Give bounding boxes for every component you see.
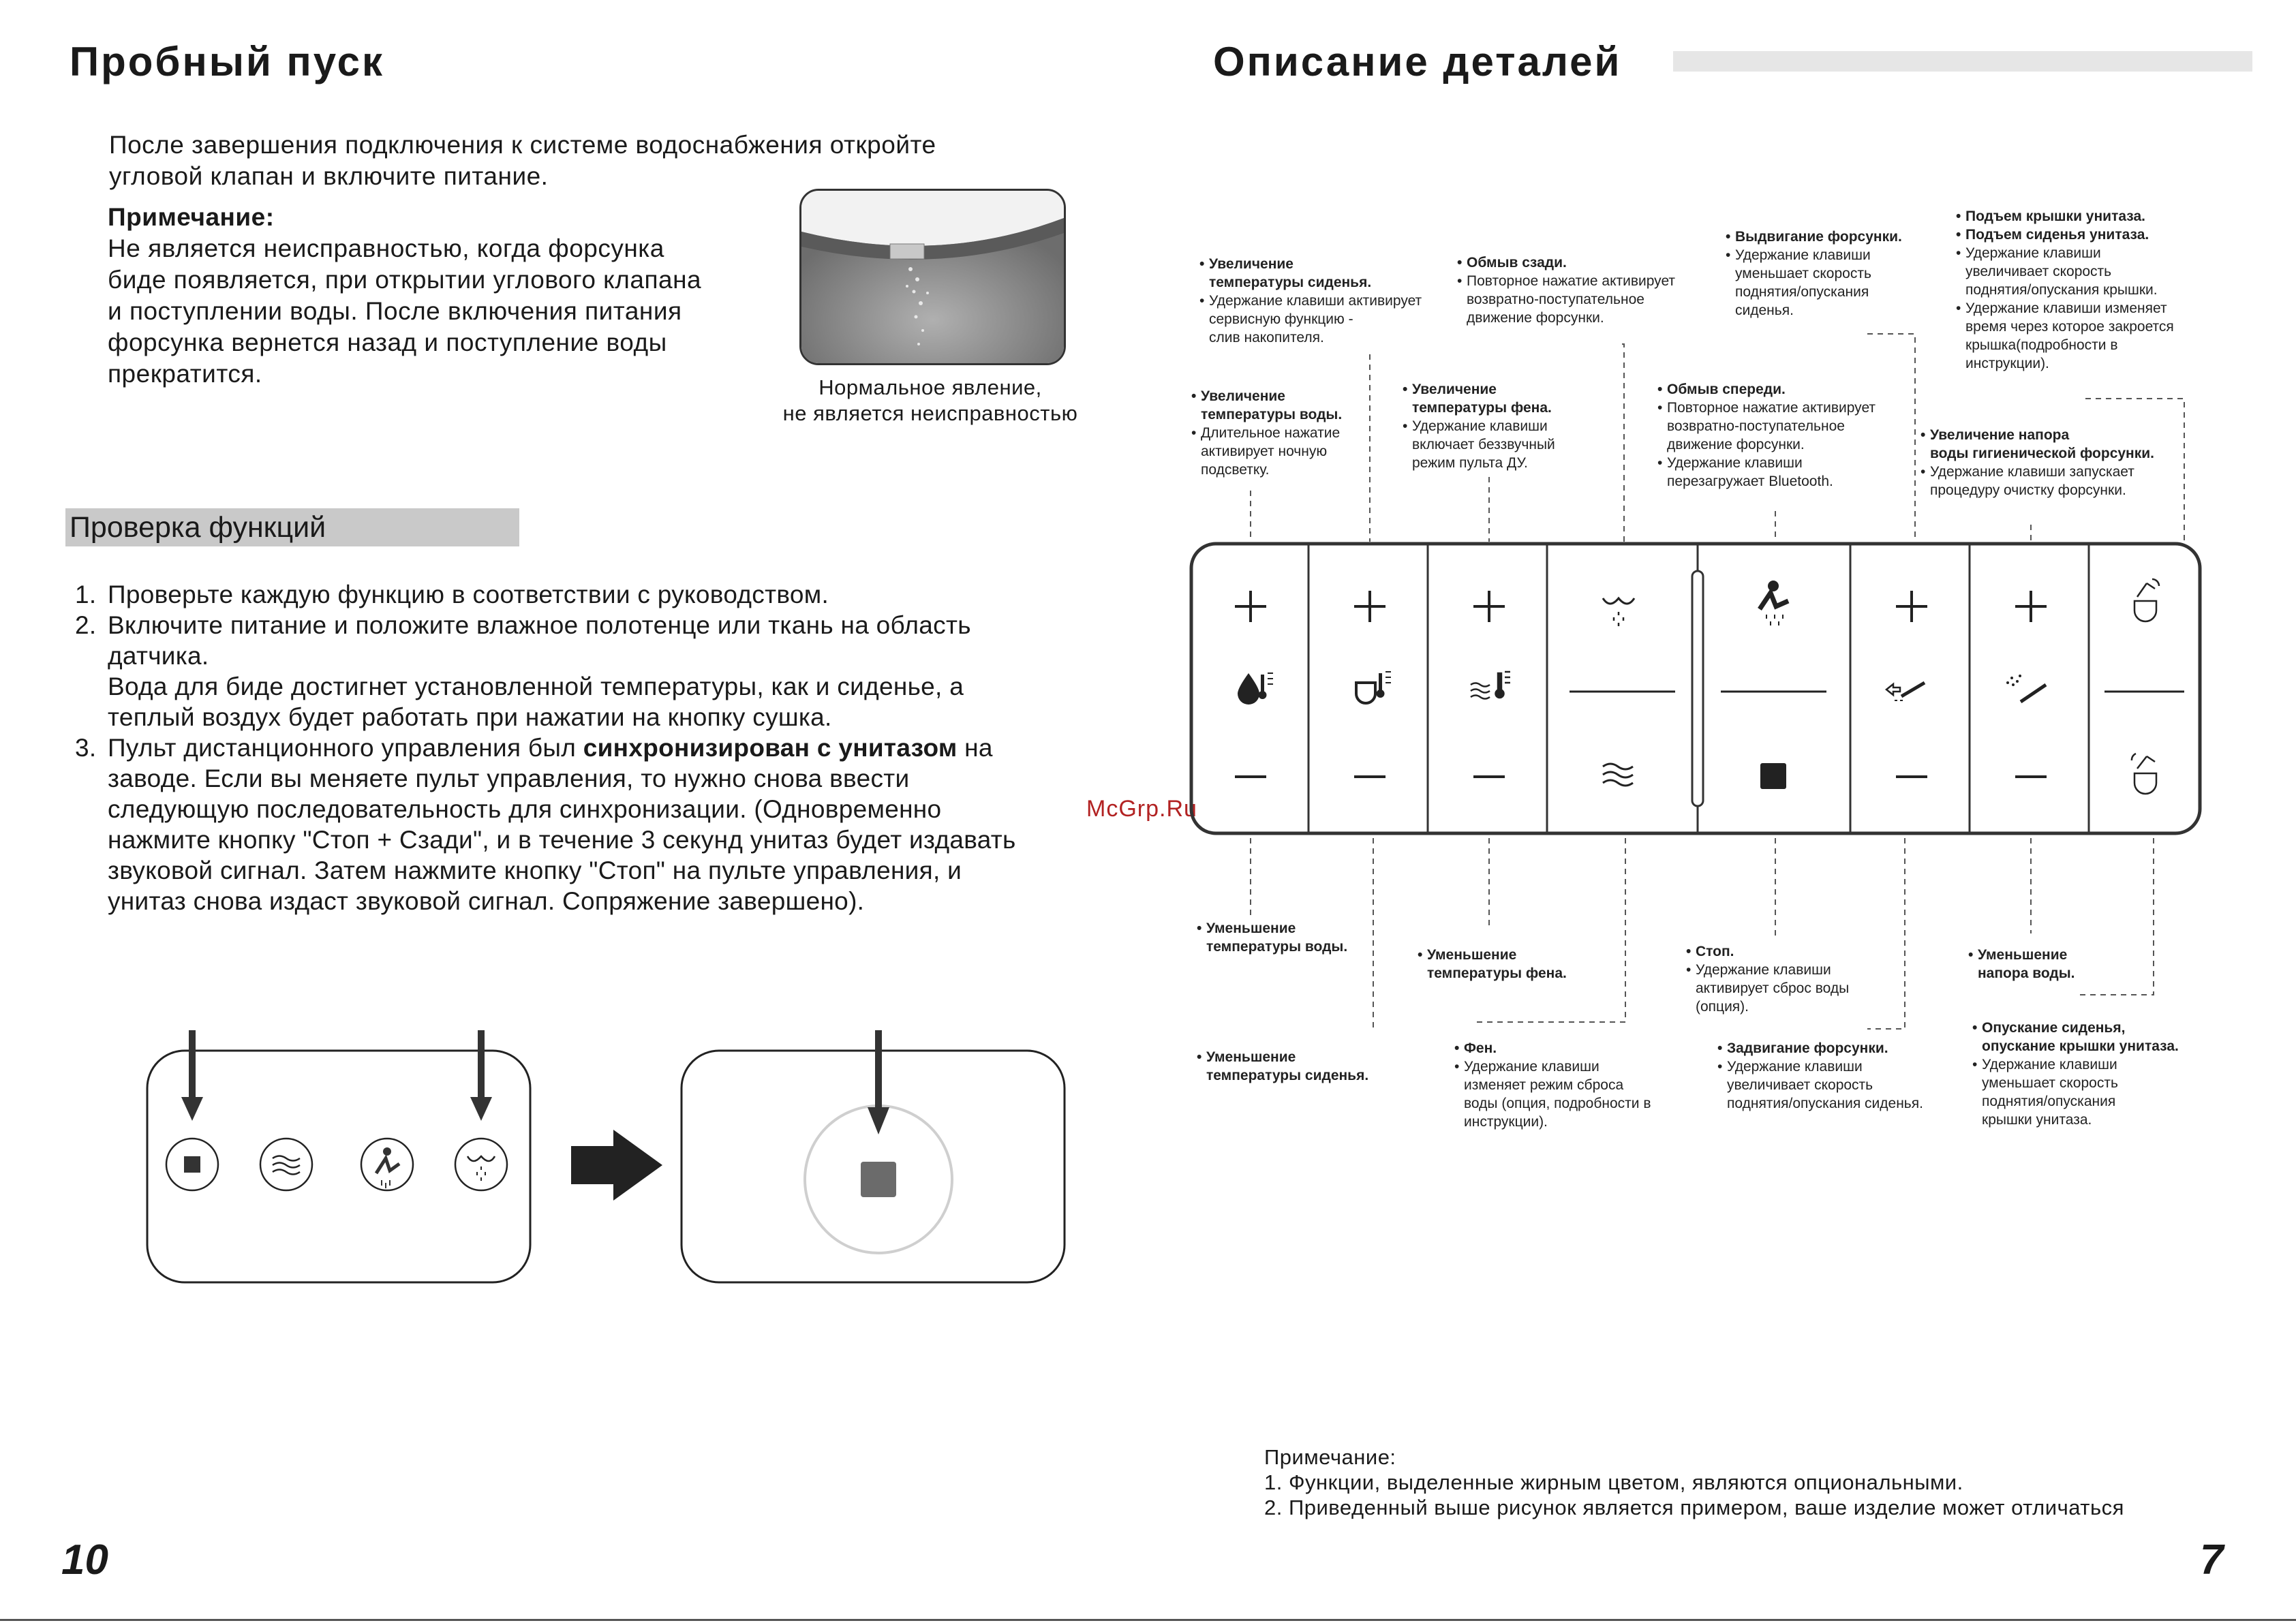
ann-title: воды гигиенической форсунки. (1930, 446, 2154, 461)
ann-text: • Повторное нажатие активирует (1657, 399, 1876, 417)
ann-title: • Увеличение (1199, 255, 1422, 273)
ann-title: • Уменьшение (1968, 946, 2075, 964)
annotation-rear-wash (1457, 253, 1675, 327)
ann-text: процедуру очистку форсунки. (1930, 482, 2126, 498)
ann-title: • Увеличение (1403, 380, 1555, 399)
sync-diagram (136, 1022, 1077, 1295)
step-line: заводе. Если вы меняете пульт управления, то нужно снова ввести (108, 764, 910, 792)
ann-text: сиденья. (1735, 303, 1794, 318)
annotation-nozzle-in (1717, 1039, 1923, 1113)
step-1 (75, 579, 1138, 610)
ann-text: инструкции). (1464, 1114, 1548, 1130)
remote-panel-2 (682, 1030, 1065, 1282)
section-title: Проверка функций (65, 508, 519, 546)
ann-text: поднятия/опускания (1982, 1094, 2116, 1109)
ann-title: температуры сиденья. (1209, 275, 1372, 290)
annotation-dryer (1454, 1039, 1651, 1131)
ann-text: движение форсунки. (1467, 310, 1604, 326)
page-number-left: 10 (61, 1536, 108, 1583)
ann-text: сервисную функцию - (1209, 311, 1353, 327)
step-line: Вода для биде достигнет установленной температуры, как и сиденье, а (108, 673, 964, 700)
ann-title: температуры воды. (1206, 939, 1348, 955)
note-line: прекратится. (108, 360, 262, 388)
ann-title: напора воды. (1978, 965, 2075, 981)
step-line: датчика. (108, 642, 209, 670)
ann-title: • Подъем сиденья унитаза. (1956, 226, 2174, 244)
step-text-bold: синхронизирован с унитазом (583, 734, 958, 762)
ann-title: • Выдвигание форсунки. (1726, 228, 1902, 246)
ann-text: поднятия/опускания крышки. (1965, 282, 2158, 298)
ann-title: температуры фена. (1427, 965, 1567, 981)
annotation-dryer-temp-up (1403, 380, 1555, 472)
ann-text: поднятия/опускания сиденья. (1727, 1096, 1923, 1111)
ann-text: поднятия/опускания (1735, 284, 1869, 300)
ann-text: увеличивает скорость (1727, 1077, 1873, 1093)
annotation-water-temp-up (1191, 387, 1342, 479)
footnote-line: 2. Приведенный выше рисунок является примером, ваше изделие может отличаться (1264, 1496, 2124, 1519)
ann-text: режим пульта ДУ. (1412, 455, 1528, 471)
nozzle-photo-image (801, 191, 1064, 363)
ann-text: крышка(подробности в (1965, 337, 2118, 353)
ann-text: движение форсунки. (1667, 437, 1805, 452)
note-line: биде появляется, при открытии углового клапана (108, 266, 702, 294)
step-line: унитаз снова издаст звуковой сигнал. Сопряжение завершено). (108, 887, 865, 915)
ann-text: инструкции). (1965, 356, 2049, 371)
bottom-rule (0, 1619, 2296, 1621)
annotation-pressure-up (1920, 426, 2154, 499)
ann-text: • Удержание клавиши (1726, 246, 1902, 264)
annotation-seat-temp-down (1197, 1048, 1368, 1085)
ann-title: • Увеличение напора (1920, 426, 2154, 444)
ann-title: • Обмыв сзади. (1457, 253, 1675, 272)
page-title-left: Пробный пуск (70, 39, 385, 84)
ann-text: • Удержание клавиши (1686, 961, 1849, 979)
annotation-nozzle-out (1726, 228, 1902, 320)
step-number: 1. (75, 581, 97, 608)
watermark: McGrp.Ru (1086, 796, 1197, 822)
ann-text: слив накопителя. (1209, 330, 1324, 345)
ann-text: уменьшает скорость (1735, 266, 1871, 281)
ann-text: время через которое закроется (1965, 319, 2174, 335)
step-line: Проверьте каждую функцию в соответствии с руководством. (108, 581, 829, 608)
step-line: нажмите кнопку "Стоп + Сзади", и в течение 3 секунд унитаз будет издавать (108, 826, 1016, 854)
footnote-line: 1. Функции, выделенные жирным цветом, являются опциональными. (1264, 1470, 1963, 1494)
step-line: Включите питание и положите влажное полотенце или ткань на область (108, 611, 971, 639)
note-title: Примечание: (108, 203, 275, 231)
ann-text: • Удержание клавиши активирует (1199, 292, 1422, 310)
remote-panel-1 (147, 1030, 530, 1282)
ann-text: • Удержание клавиши (1972, 1055, 2179, 1074)
ann-text: подсветку. (1201, 462, 1270, 478)
ann-text: • Повторное нажатие активирует (1457, 272, 1675, 290)
ann-text: • Удержание клавиши (1454, 1057, 1651, 1076)
ann-title: температуры сиденья. (1206, 1068, 1369, 1083)
note-line: и поступлении воды. После включения питания (108, 297, 682, 325)
ann-title: опускание крышки унитаза. (1982, 1038, 2179, 1054)
intro-text (109, 129, 936, 192)
annotation-front-wash (1657, 380, 1876, 491)
ann-text: воды (опция, подробности в (1464, 1096, 1651, 1111)
annotation-lid-down (1972, 1019, 2179, 1129)
step-3 (75, 732, 1138, 916)
annotation-lid-up (1956, 207, 2174, 373)
ann-title: температуры фена. (1412, 400, 1552, 416)
photo-caption-line: Нормальное явление, (818, 375, 1042, 399)
ann-title: • Стоп. (1686, 942, 1849, 961)
annotation-seat-temp-up (1199, 255, 1422, 347)
ann-text: • Удержание клавиши (1956, 244, 2174, 262)
ann-text: включает беззвучный (1412, 437, 1555, 452)
step-2 (75, 610, 1138, 732)
annotation-stop (1686, 942, 1849, 1016)
ann-text: • Удержание клавиши запускает (1920, 463, 2154, 481)
step-line: теплый воздух будет работать при нажатии на кнопку сушка. (108, 703, 832, 731)
ann-text: возвратно-поступательное (1667, 418, 1845, 434)
note-block (108, 202, 796, 390)
annotation-pressure-down (1968, 946, 2075, 983)
footnote (1264, 1444, 2124, 1520)
ann-text: • Удержание клавиши (1657, 454, 1876, 472)
arrow-right (571, 1130, 662, 1201)
ann-text: • Удержание клавиши (1717, 1057, 1923, 1076)
footnote-line: Примечание: (1264, 1445, 1396, 1469)
page-title-right: Описание деталей (1213, 39, 1622, 84)
step-line (108, 732, 1138, 763)
ann-text: уменьшает скорость (1982, 1075, 2118, 1091)
ann-text: крышки унитаза. (1982, 1112, 2092, 1128)
photo-caption (767, 375, 1094, 427)
ann-text: • Удержание клавиши (1403, 417, 1555, 435)
ann-text: изменяет режим сброса (1464, 1077, 1624, 1093)
ann-title: • Уменьшение (1197, 919, 1347, 938)
step-number: 3. (75, 734, 97, 762)
annotation-dryer-temp-down (1418, 946, 1567, 983)
ann-text: перезагружает Bluetooth. (1667, 474, 1833, 489)
page-number-right: 7 (2200, 1536, 2224, 1583)
steps-list (75, 579, 1138, 916)
ann-text: возвратно-поступательное (1467, 292, 1644, 307)
ann-text: активирует сброс воды (1696, 980, 1850, 996)
step-text: на (957, 734, 993, 762)
ann-title: • Уменьшение (1418, 946, 1567, 964)
header-bar (1673, 51, 2252, 72)
step-line: звуковой сигнал. Затем нажмите кнопку "Стоп" на пульте управления, и (108, 856, 962, 884)
step-line: следующую последовательность для синхронизации. (Одновременно (108, 795, 942, 823)
step-text: Пульт дистанционного управления был (108, 734, 583, 762)
ann-title: • Опускание сиденья, (1972, 1019, 2179, 1037)
ann-text: • Длительное нажатие (1191, 424, 1342, 442)
ann-title: • Обмыв спереди. (1657, 380, 1876, 399)
photo-caption-line: не является неисправностью (782, 401, 1078, 425)
ann-title: • Увеличение (1191, 387, 1342, 405)
ann-text: активирует ночную (1201, 444, 1328, 459)
ann-title: температуры воды. (1201, 407, 1343, 422)
ann-title: • Фен. (1454, 1039, 1651, 1057)
note-line: Не является неисправностью, когда форсунка (108, 234, 664, 262)
note-line: форсунка вернется назад и поступление воды (108, 328, 667, 356)
step-number: 2. (75, 611, 97, 639)
intro-line: угловой клапан и включите питание. (109, 162, 549, 190)
nozzle-photo (799, 189, 1066, 365)
ann-title: • Уменьшение (1197, 1048, 1368, 1066)
ann-text: • Удержание клавиши изменяет (1956, 299, 2174, 318)
intro-line: После завершения подключения к системе водоснабжения откройте (109, 131, 936, 159)
ann-title: • Задвигание форсунки. (1717, 1039, 1923, 1057)
ann-text: (опция). (1696, 999, 1749, 1015)
ann-text: увеличивает скорость (1965, 264, 2112, 279)
annotation-water-temp-down (1197, 919, 1347, 956)
ann-title: • Подъем крышки унитаза. (1956, 207, 2174, 226)
